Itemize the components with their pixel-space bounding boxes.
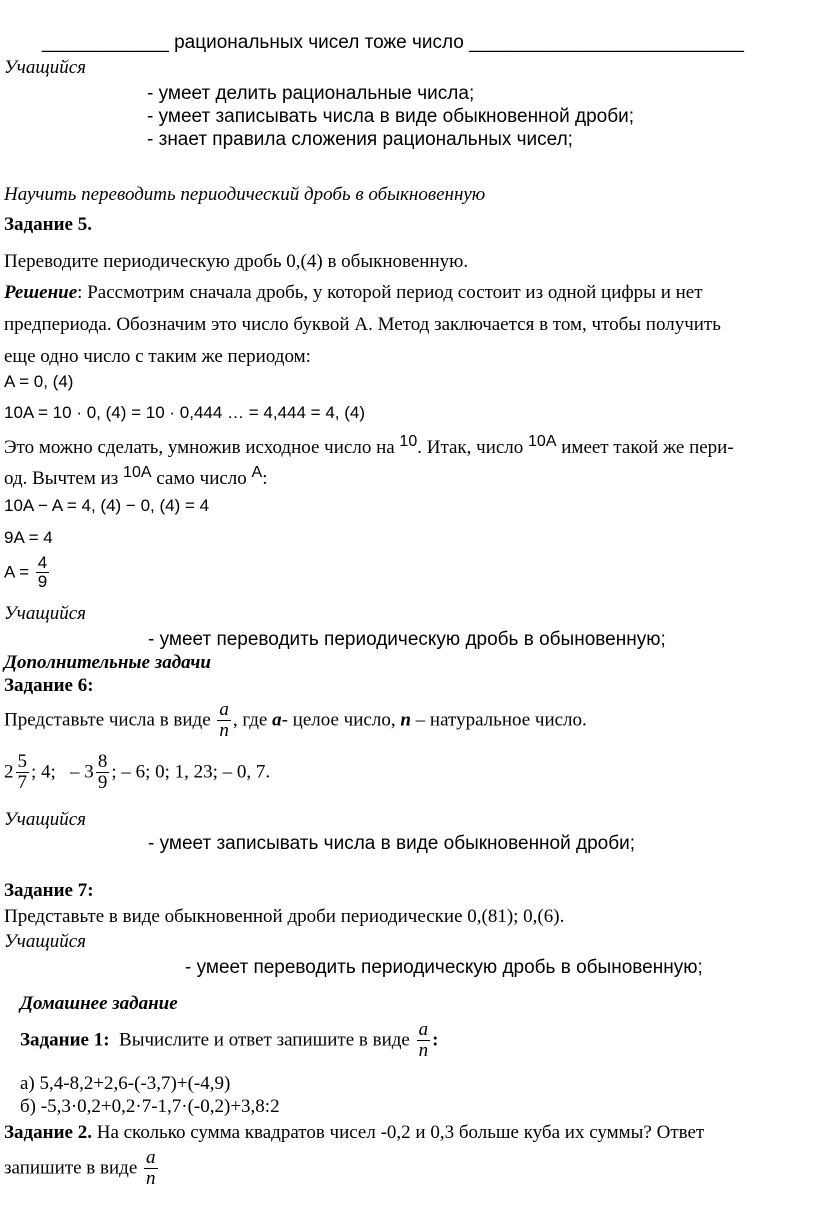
task6-text-1: Представьте числа в виде xyxy=(4,709,216,731)
solution-line-2: предпериода. Обозначим это число буквой А. Метод заключается в том, чтобы получить xyxy=(4,314,721,335)
equation-2: 10A = 10 · 0, (4) = 10 · 0,444 … = 4,444 = 4, (4) xyxy=(4,403,366,422)
header-line xyxy=(42,32,744,54)
numbers-tail: ; – 6; 0; 1, 23; – 0, 7. xyxy=(111,761,271,783)
skill-5: - умеет записывать числа в виде обыкновенной дроби; xyxy=(148,833,636,854)
inline-math-10a-2: 10A xyxy=(123,464,152,481)
skill-6: - умеет переводить периодическую дробь в обыновенную; xyxy=(185,957,703,978)
task5-title: Задание 5. xyxy=(4,214,92,235)
inline-math-10a: 10A xyxy=(528,433,557,450)
solution-text-1: : Рассмотрим сначала дробь, у которой период состоит из одной цифры и нет xyxy=(77,282,703,303)
fraction-4-9 xyxy=(36,554,49,591)
blank-left: ____________ xyxy=(42,32,169,53)
num-5: 5 xyxy=(17,751,27,772)
paragraph-text-2b: само число xyxy=(151,468,252,489)
paragraph-line-2 xyxy=(4,464,268,490)
homework-title: Домашнее задание xyxy=(20,993,178,1014)
den-7: 7 xyxy=(17,771,27,793)
mixed-whole: 2 xyxy=(4,761,14,783)
hw-frac-a: a xyxy=(418,1019,429,1040)
hw2-frac-n: n xyxy=(146,1167,156,1189)
fraction-denominator: 9 xyxy=(37,571,48,591)
hw-task1-colon: : xyxy=(432,1029,439,1051)
inline-math-a: A xyxy=(251,464,263,481)
solution-line-1 xyxy=(4,282,703,304)
fraction-a: a xyxy=(219,699,229,720)
inline-math-10: 10 xyxy=(399,433,418,450)
equation-5-lhs: A = xyxy=(4,562,30,582)
lesson-goal: Научить переводить периодический дробь в обыкновенную xyxy=(4,184,486,205)
task7-title: Задание 7: xyxy=(4,880,94,901)
hw-item-a: а) 5,4-8,2+2,6-(-3,7)+(-4,9) xyxy=(20,1073,231,1094)
hw-task1-title: Задание 1: xyxy=(20,1029,110,1051)
skill-3: - знает правила сложения рациональных чисел; xyxy=(147,129,573,150)
hw-task2-title: Задание 2. xyxy=(4,1122,92,1143)
equation-4: 9A = 4 xyxy=(4,528,53,547)
task6-line xyxy=(4,700,587,741)
equation-1: A = 0, (4) xyxy=(4,372,74,391)
skill-1: - умеет делить рациональные числа; xyxy=(147,83,475,104)
num-8: 8 xyxy=(97,751,108,772)
task5-text: Переводите периодическую дробь 0,(4) в обыкновенную. xyxy=(4,251,469,272)
skill-4: - умеет переводить периодическую дробь в обыновенную; xyxy=(148,629,666,650)
paragraph-text-2c: : xyxy=(262,468,268,489)
task6-text-4: – натуральное число. xyxy=(410,709,587,731)
hw2-frac-a: a xyxy=(146,1147,156,1168)
equation-5 xyxy=(4,554,51,591)
var-n: n xyxy=(400,709,411,731)
extra-title: Дополнительные задачи xyxy=(4,652,211,673)
fraction-a-n xyxy=(217,700,231,741)
students-label-2: Учащийся xyxy=(4,603,86,624)
skill-2: - умеет записывать числа в виде обыкновенной дроби; xyxy=(147,106,635,127)
fraction-n: n xyxy=(219,719,229,741)
students-label-4: Учащийся xyxy=(4,931,86,952)
paragraph-text-1a: Это можно сделать, умножив исходное число на xyxy=(4,437,400,458)
paragraph-text-1c: имеет такой же пери- xyxy=(556,437,734,458)
den-9: 9 xyxy=(97,771,108,793)
task6-text-2: , где xyxy=(232,709,273,731)
paragraph-text-2a: од. Вычтем из xyxy=(4,468,124,489)
numbers-middle: ; 4; – 3 xyxy=(31,761,94,783)
students-label-1: Учащийся xyxy=(4,57,86,78)
homework-task2 xyxy=(4,1122,704,1144)
hw2-fraction-a-n xyxy=(144,1148,158,1189)
students-label-3: Учащийся xyxy=(4,809,86,830)
fraction-5-7 xyxy=(16,752,30,793)
solution-label: Решение xyxy=(4,282,78,303)
task7-text: Представьте в виде обыкновенной дроби периодические 0,(81); 0,(6). xyxy=(4,906,565,927)
task6-text-3: - целое число, xyxy=(281,709,401,731)
hw-fraction-a-n xyxy=(417,1020,431,1061)
homework-task1 xyxy=(20,1020,438,1061)
hw-frac-n: n xyxy=(418,1039,429,1061)
equation-3: 10A − A = 4, (4) − 0, (4) = 4 xyxy=(4,496,210,515)
task6-title: Задание 6: xyxy=(4,675,94,696)
fraction-numerator: 4 xyxy=(37,553,48,572)
hw-task1-text: Вычислите и ответ запишите в виде xyxy=(109,1029,415,1051)
header-text: рациональных чисел тоже число xyxy=(174,32,464,53)
hw-item-b: б) -5,3·0,2+0,2·7-1,7·(-0,2)+3,8:2 xyxy=(20,1096,280,1117)
hw-task2-text: На сколько сумма квадратов чисел -0,2 и 0,3 больше куба их суммы? Ответ xyxy=(91,1122,705,1143)
solution-line-3: еще одно число с таким же периодом: xyxy=(4,346,311,367)
fraction-8-9 xyxy=(96,752,110,793)
paragraph-text-1b: . Итак, число xyxy=(417,437,529,458)
hw-task2-text-2: запишите в виде xyxy=(4,1157,143,1179)
homework-task2-line2 xyxy=(4,1148,160,1189)
blank-right: __________________________ xyxy=(469,32,744,53)
paragraph-line-1 xyxy=(4,433,734,459)
var-a: a xyxy=(272,709,282,731)
task6-numbers xyxy=(4,752,270,793)
